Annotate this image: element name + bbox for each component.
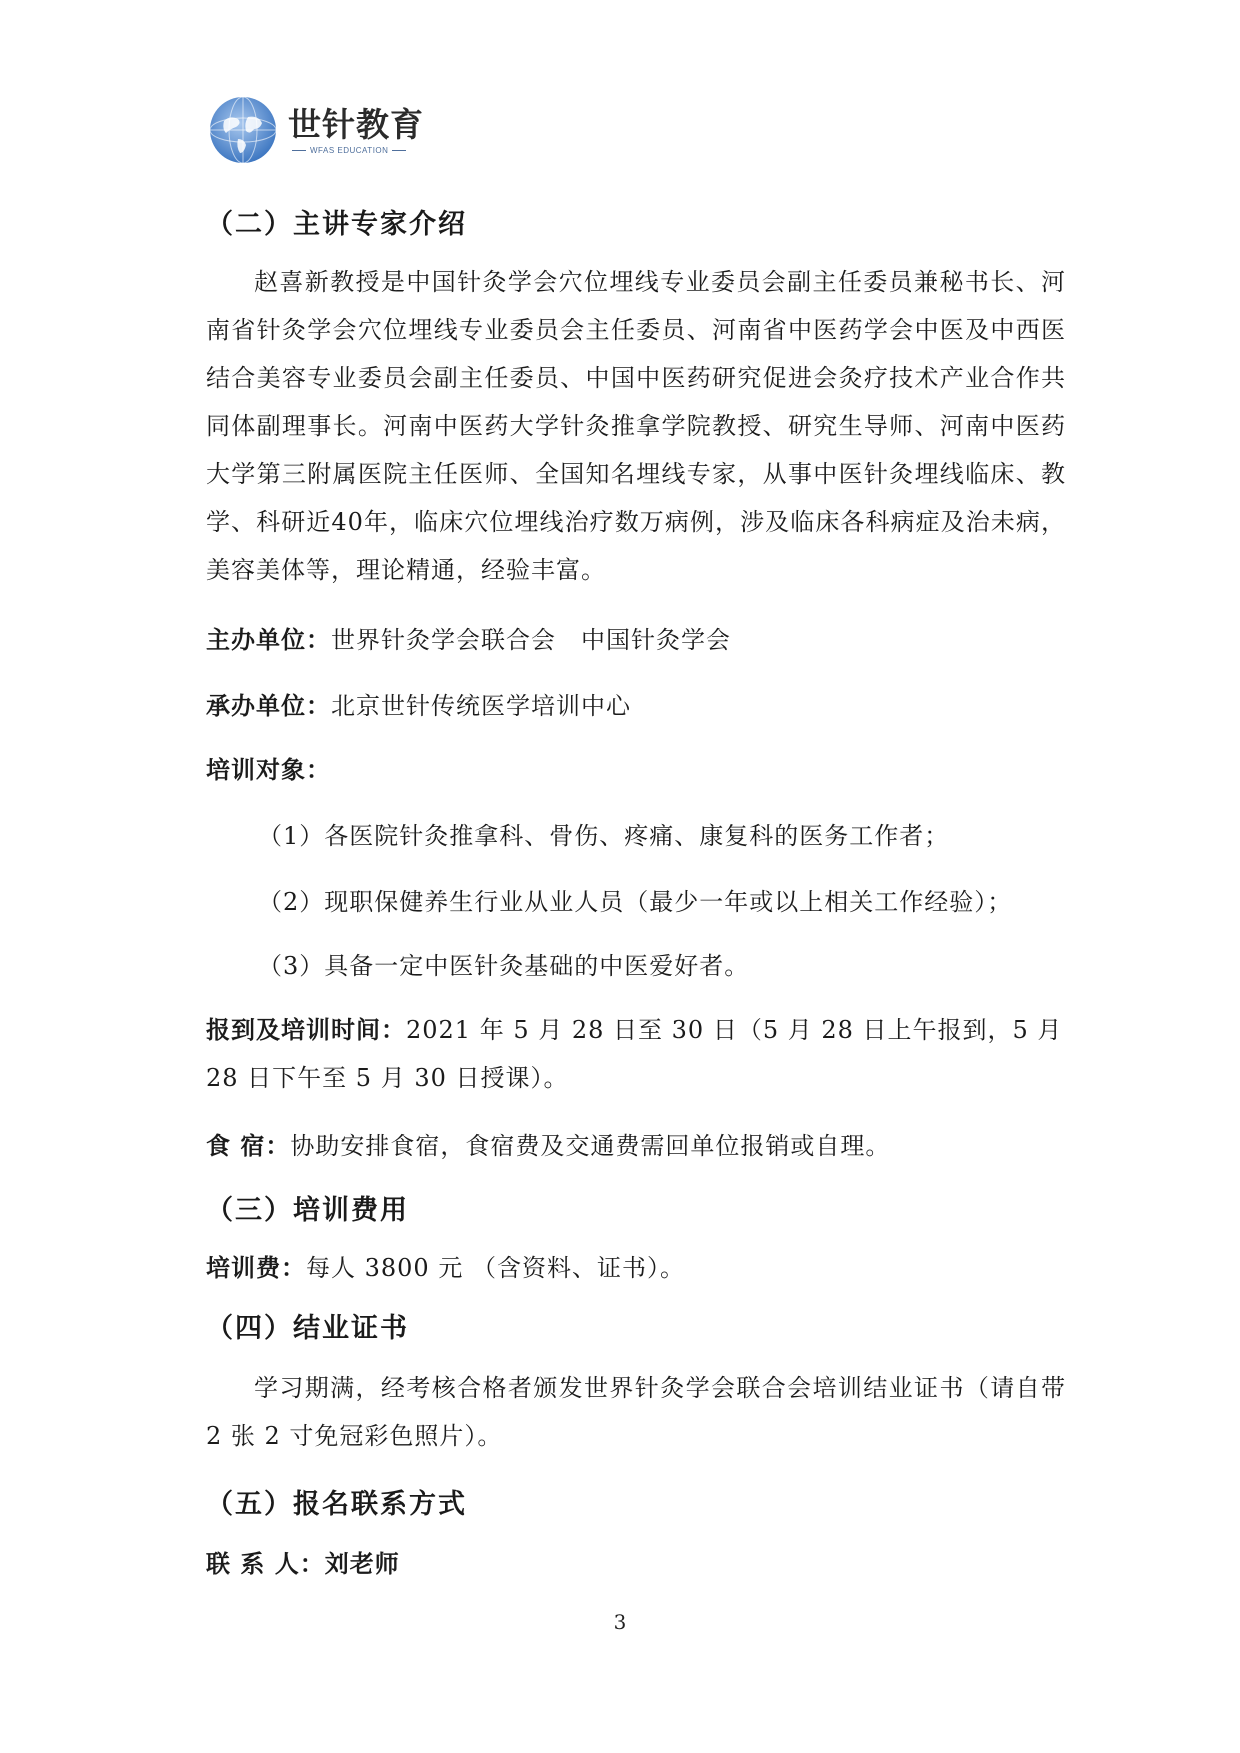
lodging-value: 协助安排食宿，食宿费及交通费需回单位报销或自理。: [290, 1132, 891, 1160]
expert-intro-paragraph: 赵喜新教授是中国针灸学会穴位埋线专业委员会副主任委员兼秘书长、河南省针灸学会穴位埋线专业委员会主任委员、河南省中医药学会中医及中西医结合美容专业委员会副主任委员、中国中医药研究促进会灸疗技术产业合作共同体副理事长。河南中医药大学针灸推拿学院教授、研究生导师、河南中医药大学第三附属医院主任医师、全国知名埋线专家，从事中医针灸埋线临床、教学、科研近40年，临床穴位埋线治疗数万病例，涉及临床各科病症及治未病，美容美体等，理论精通，经验丰富。: [206, 268, 1066, 584]
audience-label: 培训对象：: [206, 756, 331, 784]
section-heading-expert: （二）主讲专家介绍: [206, 209, 467, 240]
audience-item: （3）具备一定中医针灸基础的中医爱好者。: [258, 952, 750, 980]
logo: [208, 92, 424, 168]
schedule-row: [206, 1006, 1066, 1102]
organizer-value: 世界针灸学会联合会 中国针灸学会: [331, 626, 731, 654]
certificate-paragraph: 学习期满，经考核合格者颁发世界针灸学会联合会培训结业证书（请自带 2 张 2 寸免冠彩色照片）。: [206, 1374, 1066, 1450]
schedule-value: 2021 年 5 月 28 日至 30 日（5 月 28 日上午报到，5 月 28 日下午至 5 月 30 日授课）。: [206, 1016, 1063, 1092]
audience-item: （1）各医院针灸推拿科、骨伤、疼痛、康复科的医务工作者；: [258, 822, 950, 850]
organizer-row: [206, 616, 731, 664]
section-heading-contact: （五）报名联系方式: [206, 1489, 467, 1520]
contact-value: 刘老师: [324, 1550, 400, 1578]
undertaker-row: [206, 682, 631, 730]
page-number: 3: [613, 1610, 627, 1634]
schedule-label: 报到及培训时间：: [206, 1016, 406, 1044]
logo-name-en: WFAS EDUCATION: [288, 146, 410, 155]
logo-name-cn: 世针教育: [288, 104, 424, 144]
fee-value: 每人 3800 元 （含资料、证书）。: [306, 1254, 685, 1282]
fee-label: 培训费：: [206, 1254, 306, 1282]
undertaker-label: 承办单位：: [206, 692, 331, 720]
fee-row: [206, 1244, 685, 1292]
undertaker-value: 北京世针传统医学培训中心: [331, 692, 631, 720]
section-heading-certificate: （四）结业证书: [206, 1313, 409, 1344]
contact-row: [206, 1540, 400, 1588]
section-heading-fee: （三）培训费用: [206, 1195, 409, 1226]
contact-label: 联 系 人：: [206, 1550, 325, 1578]
lodging-label: 食 宿：: [206, 1132, 291, 1160]
lodging-row: [206, 1122, 890, 1170]
audience-item: （2）现职保健养生行业从业人员（最少一年或以上相关工作经验）；: [258, 888, 1013, 916]
globe-icon: [208, 95, 278, 165]
organizer-label: 主办单位：: [206, 626, 331, 654]
